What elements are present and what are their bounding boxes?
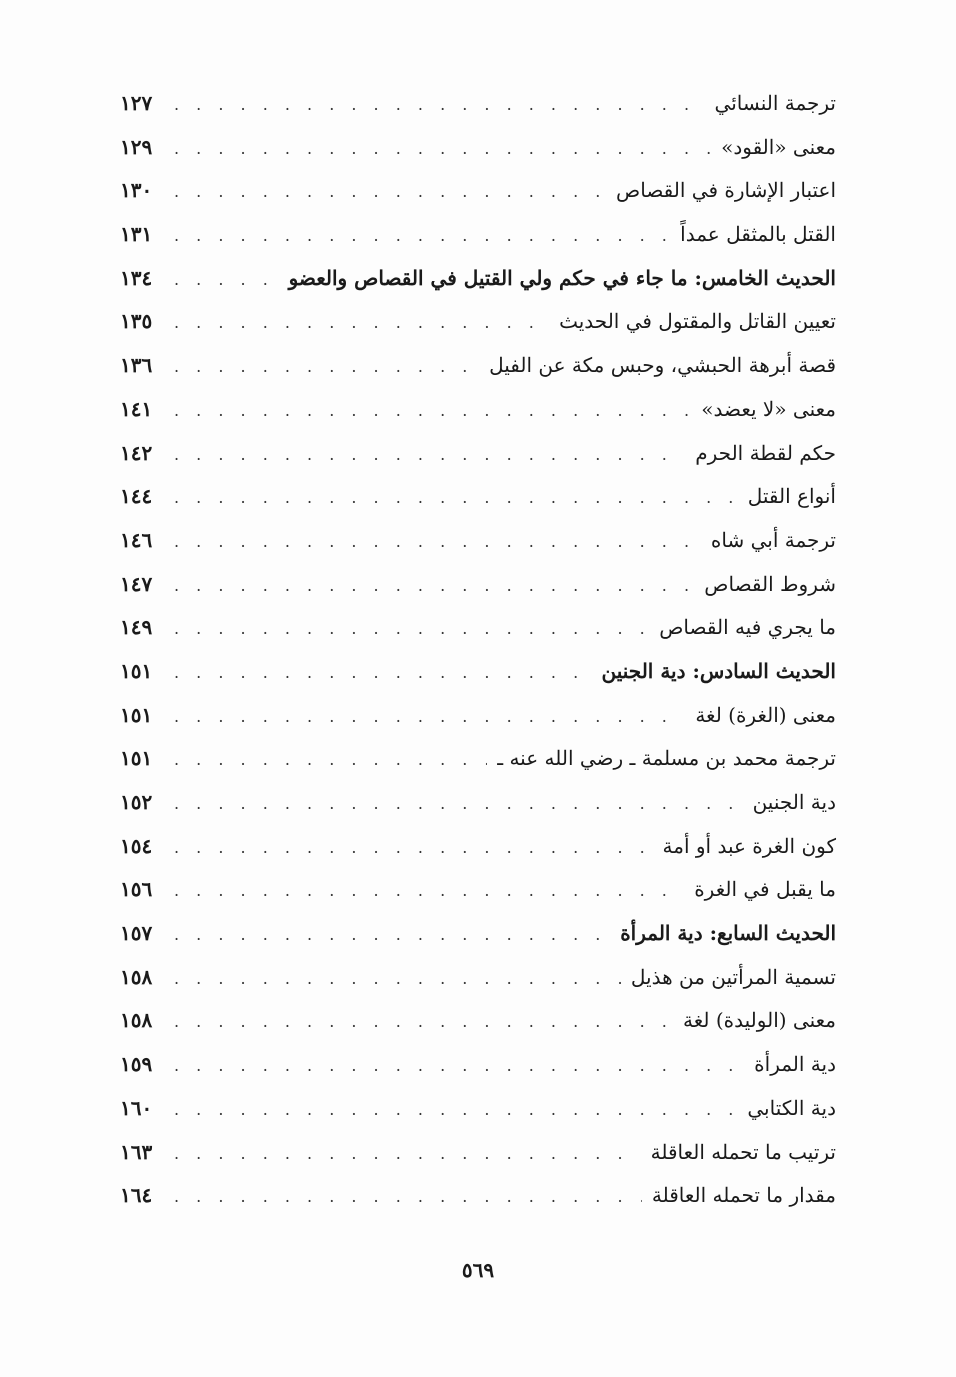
toc-entry bbox=[120, 868, 836, 912]
toc-entry-title: شروط القصاص bbox=[704, 571, 836, 596]
toc-entry-title: ترجمة النسائي bbox=[714, 91, 836, 115]
toc-entry-page: ١٦٤ bbox=[120, 1183, 153, 1208]
toc-entry-page: ١٥١ bbox=[120, 658, 153, 683]
toc-entry-title: معنى «لا يعضد» bbox=[701, 396, 836, 421]
toc-entry-title: ما يجري فيه القصاص bbox=[659, 615, 836, 640]
dot-leader bbox=[174, 1044, 744, 1088]
toc-entry-title: دية الجنين bbox=[752, 790, 836, 814]
toc-entry-page: ١٣٤ bbox=[120, 265, 153, 290]
toc-entry-page: ١٥٦ bbox=[120, 877, 153, 902]
toc-entry bbox=[120, 781, 836, 825]
dot-leader bbox=[174, 738, 487, 782]
toc-entry-title: تعيين القاتل والمقتول في الحديث bbox=[559, 309, 836, 334]
toc-entry-title: اعتبار الإشارة في القصاص bbox=[616, 178, 836, 203]
toc-entry-title: الحديث السادس: دية الجنين bbox=[601, 658, 836, 683]
toc-entry-title: ما يقبل في الغرة bbox=[694, 877, 836, 902]
toc-entry bbox=[120, 999, 836, 1043]
toc-entry-title: دية المرأة bbox=[754, 1052, 836, 1077]
toc-entry bbox=[120, 344, 836, 388]
toc-entry-title: ترجمة محمد بن مسلمة ـ رضي الله عنه ـ bbox=[497, 746, 836, 771]
toc-entry-page: ١٤٤ bbox=[120, 484, 153, 509]
toc-section-heading bbox=[120, 650, 836, 694]
toc-entry bbox=[120, 1087, 836, 1131]
toc-entry-page: ١٥٧ bbox=[120, 921, 153, 946]
dot-leader bbox=[174, 869, 684, 913]
toc-entry-title: حكم لقطة الحرم bbox=[695, 440, 836, 465]
toc-entry-page: ١٣١ bbox=[120, 222, 153, 247]
dot-leader bbox=[174, 782, 743, 826]
toc-entry-title: دية الكتابي bbox=[747, 1095, 836, 1120]
toc-entry-title: الحديث الخامس: ما جاء في حكم ولي القتيل في القصاص والعضو bbox=[288, 265, 836, 290]
toc-entry-title: تسمية المرأتين من هذيل bbox=[630, 964, 836, 989]
toc-entry-page: ١٥٨ bbox=[120, 1008, 153, 1033]
toc-entry-title: ترتيب ما تحمله العاقلة bbox=[650, 1139, 836, 1164]
toc-entry-page: ١٢٧ bbox=[120, 91, 153, 115]
dot-leader bbox=[174, 564, 694, 608]
toc-section-heading bbox=[120, 912, 836, 956]
toc-entry-page: ١٥١ bbox=[120, 702, 153, 727]
toc-entry bbox=[120, 126, 836, 170]
toc-entry-page: ١٣٦ bbox=[120, 353, 153, 378]
dot-leader bbox=[174, 1132, 641, 1176]
toc-entry-title: مقدار ما تحمله العاقلة bbox=[651, 1183, 836, 1208]
dot-leader bbox=[174, 607, 649, 651]
toc-entry bbox=[120, 82, 836, 126]
toc-entry bbox=[120, 432, 836, 476]
toc-entry-title: معنى (الوليدة) لغة bbox=[683, 1008, 836, 1033]
toc-entry-title: قصة أبرهة الحبشي، وحبس مكة عن الفيل bbox=[489, 353, 836, 378]
page-number: ٥٦٩ bbox=[461, 1258, 495, 1282]
toc-entry bbox=[120, 475, 836, 519]
toc-entry bbox=[120, 737, 836, 781]
toc-entry-title: ترجمة أبي شاه bbox=[710, 527, 836, 552]
dot-leader bbox=[174, 826, 653, 870]
dot-leader bbox=[174, 83, 705, 127]
toc-entry bbox=[120, 1131, 836, 1175]
dot-leader bbox=[174, 476, 738, 520]
toc-entry-page: ١٣٥ bbox=[120, 309, 153, 334]
toc-entry bbox=[120, 563, 836, 607]
dot-leader bbox=[174, 1000, 673, 1044]
toc-entry-page: ١٤٦ bbox=[120, 527, 153, 552]
toc-entry bbox=[120, 1174, 836, 1218]
toc-entry-page: ١٤٢ bbox=[120, 440, 153, 465]
toc-entry-page: ١٢٩ bbox=[120, 134, 153, 159]
toc-entry-page: ١٥٤ bbox=[120, 833, 153, 858]
dot-leader bbox=[174, 214, 670, 258]
toc-entry-page: ١٤٧ bbox=[120, 571, 153, 596]
dot-leader bbox=[174, 1088, 737, 1132]
toc-section-heading bbox=[120, 257, 836, 301]
toc-entry-page: ١٦٣ bbox=[120, 1139, 153, 1164]
toc-entry-title: أنواع القتل bbox=[747, 484, 836, 509]
toc-entry bbox=[120, 1043, 836, 1087]
dot-leader bbox=[174, 520, 701, 564]
table-of-contents bbox=[120, 82, 836, 1218]
dot-leader bbox=[174, 127, 711, 171]
toc-entry bbox=[120, 694, 836, 738]
dot-leader bbox=[174, 433, 685, 477]
toc-entry bbox=[120, 519, 836, 563]
dot-leader bbox=[174, 1175, 642, 1219]
toc-entry bbox=[120, 825, 836, 869]
dot-leader bbox=[174, 389, 691, 433]
toc-entry-page: ١٣٠ bbox=[120, 178, 153, 203]
dot-leader bbox=[174, 957, 621, 1001]
dot-leader bbox=[174, 695, 685, 739]
toc-entry bbox=[120, 388, 836, 432]
toc-entry-title: معنى (الغرة) لغة bbox=[695, 702, 836, 727]
dot-leader bbox=[174, 913, 610, 957]
dot-leader bbox=[174, 301, 549, 345]
toc-entry bbox=[120, 956, 836, 1000]
toc-entry bbox=[120, 300, 836, 344]
toc-entry-page: ١٤٩ bbox=[120, 615, 153, 640]
toc-entry-page: ١٥٨ bbox=[120, 964, 153, 989]
toc-entry-title: كون الغرة عبد أو أمة bbox=[662, 833, 836, 858]
toc-entry-title: القتل بالمثقل عمداً bbox=[680, 222, 836, 247]
toc-entry-page: ١٥٢ bbox=[120, 790, 153, 814]
toc-entry-page: ١٥١ bbox=[120, 746, 153, 771]
toc-entry bbox=[120, 213, 836, 257]
toc-entry-page: ١٤١ bbox=[120, 396, 153, 421]
toc-entry bbox=[120, 606, 836, 650]
dot-leader bbox=[174, 651, 592, 695]
dot-leader bbox=[174, 345, 479, 389]
toc-entry-title: الحديث السابع: دية المرأة bbox=[620, 921, 836, 946]
toc-entry-title: معنى «القود» bbox=[721, 134, 836, 159]
toc-entry-page: ١٥٩ bbox=[120, 1052, 153, 1077]
toc-entry-page: ١٦٠ bbox=[120, 1095, 153, 1120]
dot-leader bbox=[174, 170, 606, 214]
dot-leader bbox=[174, 258, 279, 302]
toc-entry bbox=[120, 169, 836, 213]
